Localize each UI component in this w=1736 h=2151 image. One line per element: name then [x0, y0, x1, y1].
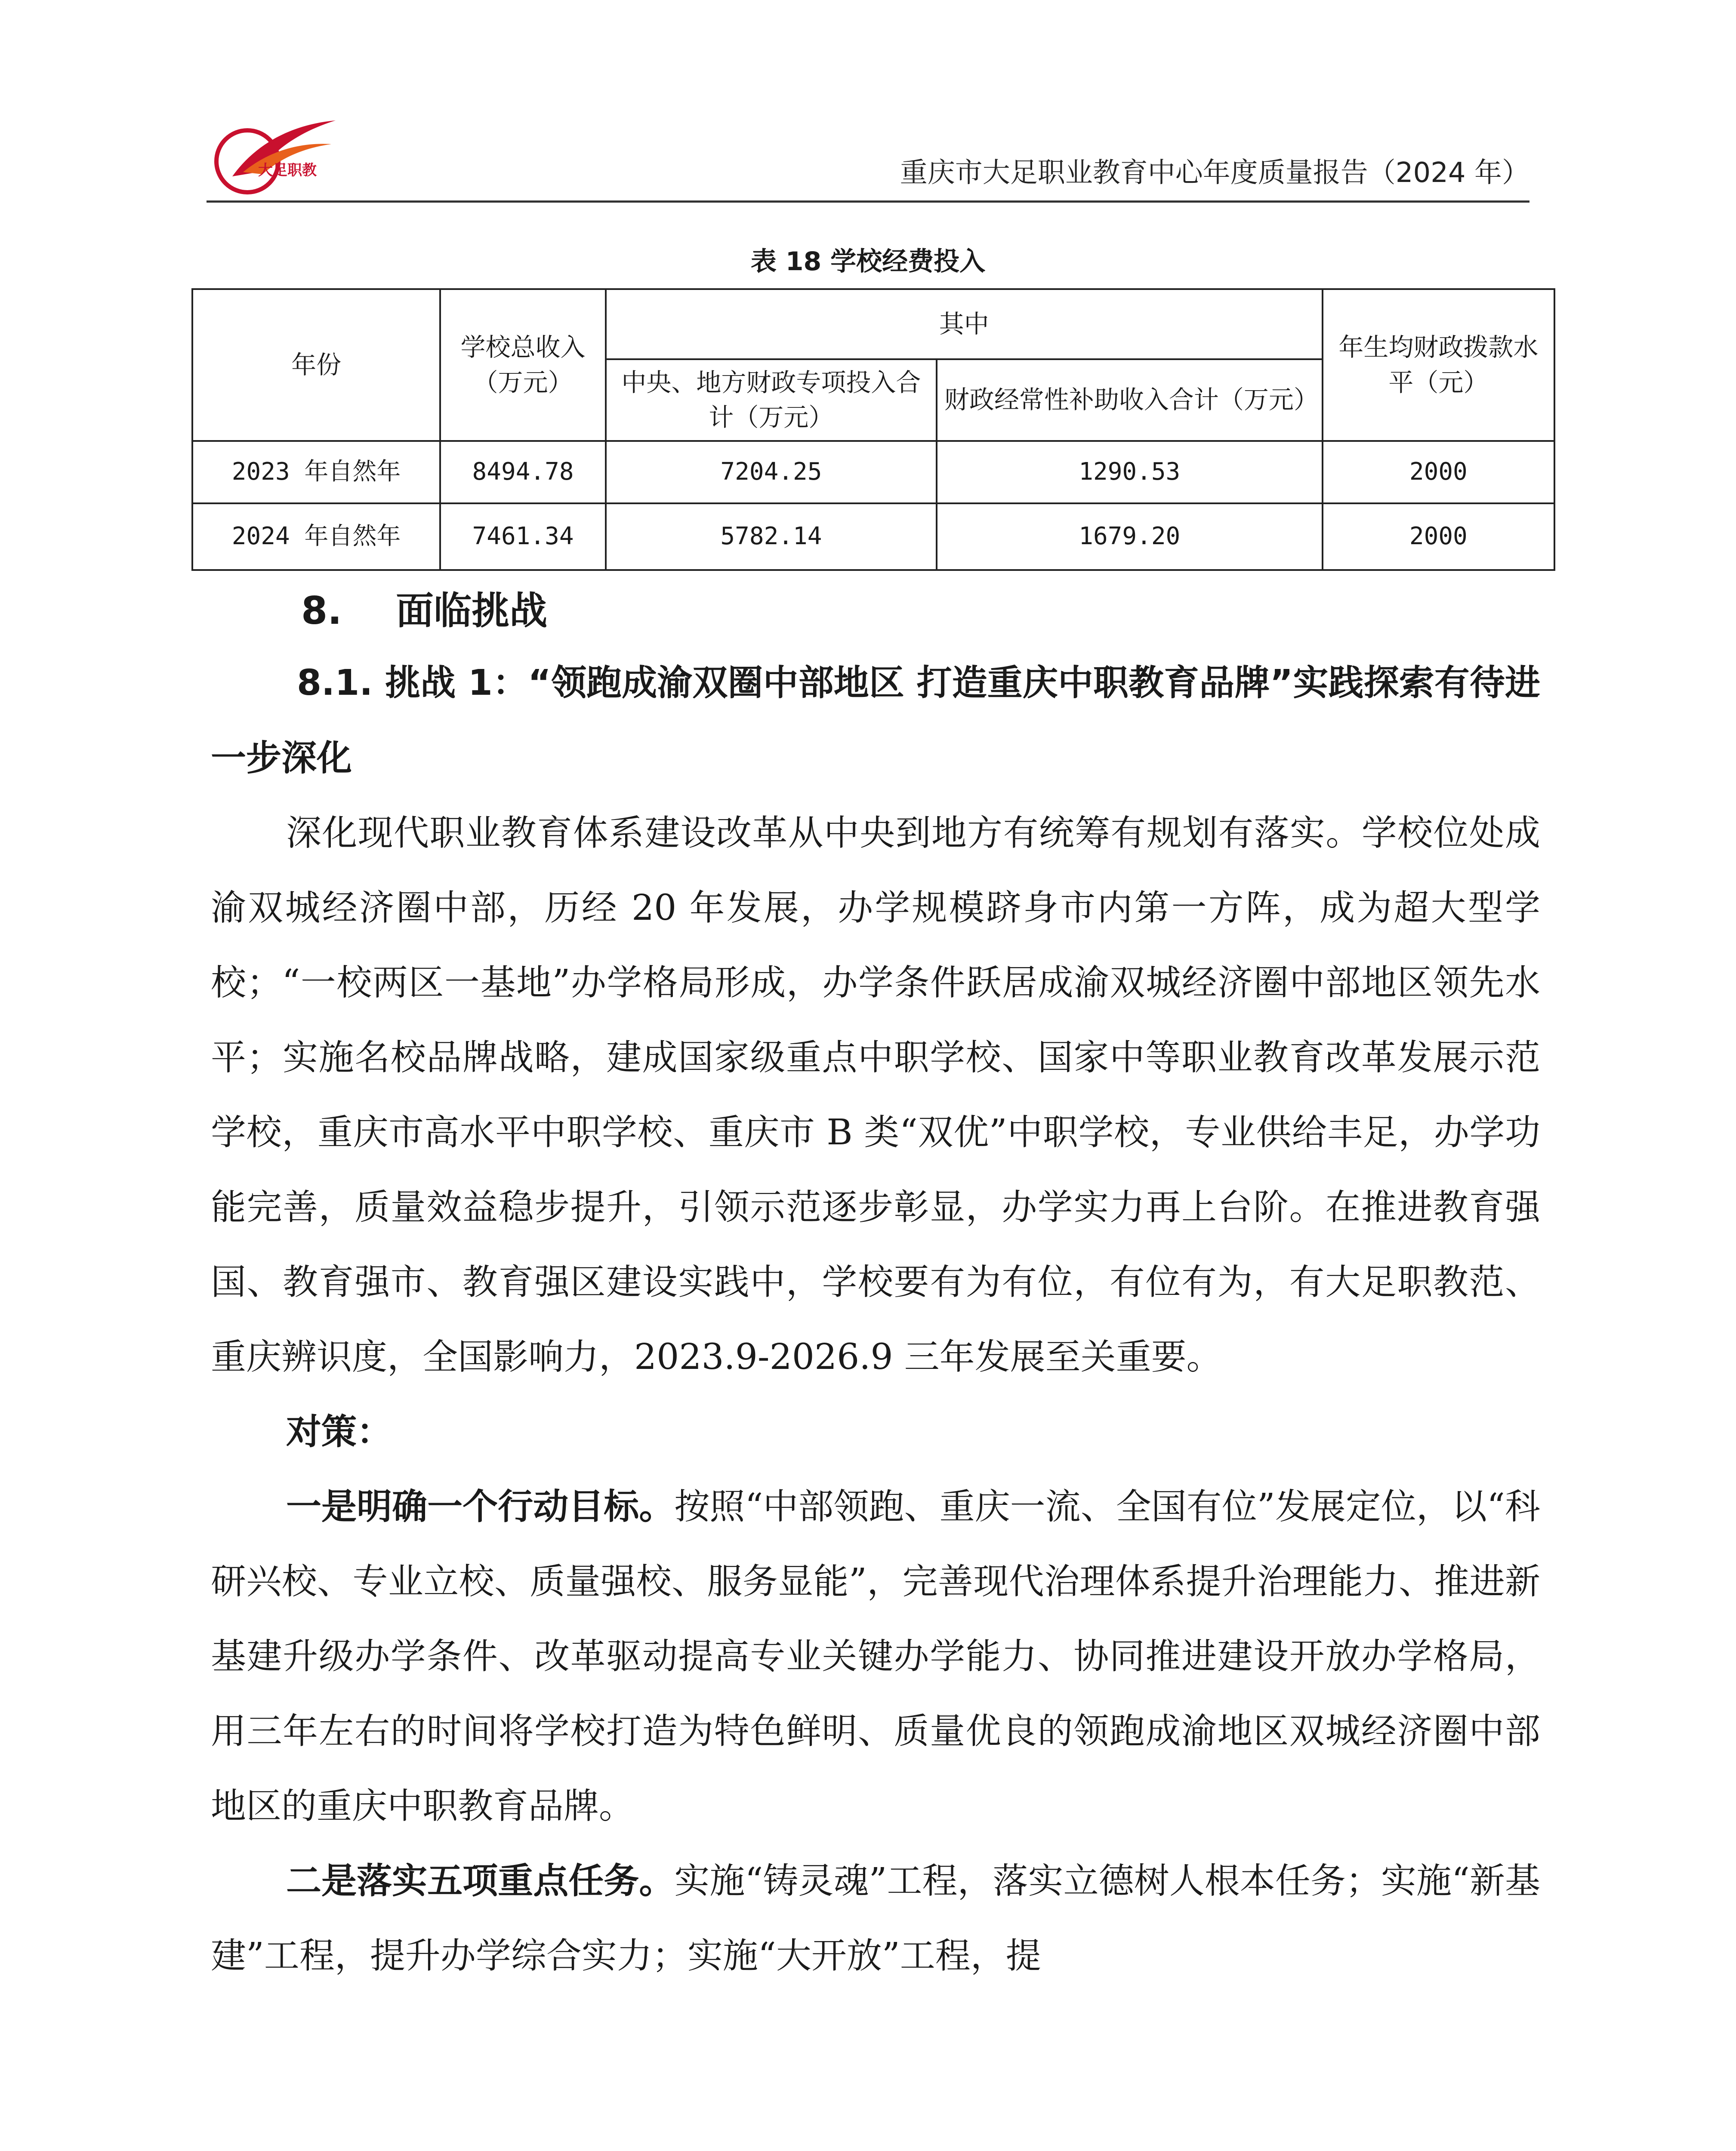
logo-text: 大足职教	[258, 162, 317, 179]
paragraph-tasks	[211, 1844, 1540, 1994]
table-caption: 表 18 学校经费投入	[750, 247, 986, 277]
header-divider	[207, 200, 1529, 203]
cell-special: 5782.14	[606, 503, 937, 570]
report-header-title: 重庆市大足职业教育中心年度质量报告（2024 年）	[900, 157, 1529, 189]
paragraph-goal	[211, 1470, 1540, 1844]
subsection-heading: 8.1. 挑战 1：“领跑成渝双圈中部地区 打造重庆中职教育品牌”实践探索有待进一步深化	[211, 663, 1540, 779]
header-total-income: 学校总收入（万元）	[440, 289, 606, 441]
header-subsidy: 财政经常性补助收入合计（万元）	[937, 359, 1323, 441]
paragraph-tasks-lead: 二是落实五项重点任务。	[286, 1861, 675, 1901]
header-group: 其中	[606, 289, 1323, 359]
section-heading	[211, 576, 1540, 645]
cell-per-student: 2000	[1323, 441, 1554, 503]
cell-special: 7204.25	[606, 441, 937, 503]
countermeasures-label-text: 对策：	[286, 1411, 392, 1452]
header-year: 年份	[192, 289, 440, 441]
cell-subsidy: 1679.20	[937, 503, 1323, 570]
countermeasures-label	[211, 1395, 1540, 1470]
section-number: 8.	[301, 589, 342, 633]
school-logo	[207, 108, 348, 206]
cell-per-student: 2000	[1323, 503, 1554, 570]
cell-total: 8494.78	[440, 441, 606, 503]
page-content	[211, 576, 1540, 1994]
funding-table	[191, 288, 1555, 571]
header-special-funding: 中央、地方财政专项投入合计（万元）	[606, 359, 937, 441]
logo-emblem-icon	[207, 108, 348, 206]
paragraph-goal-text: 按照“中部领跑、重庆一流、全国有位”发展定位，以“科研兴校、专业立校、质量强校、服务显能”，完善现代治理体系提升治理能力、推进新基建升级办学条件、改革驱动提高专业关键办学能力、协同推进建设开放办学格局，用三年左右的时间将学校打造为特色鲜明、质量优良的领跑成渝地区双城经济圈中部地区的重庆中职教育品牌。	[211, 1486, 1540, 1827]
paragraph-goal-lead: 一是明确一个行动目标。	[286, 1486, 675, 1527]
header-per-student: 年生均财政拨款水平（元）	[1323, 289, 1554, 441]
paragraph-tasks-text: 实施“铸灵魂”工程，落实立德树人根本任务；实施“新基建”工程，提升办学综合实力；实施“大开放”工程，提	[211, 1861, 1540, 1976]
cell-year: 2024 年自然年	[192, 503, 440, 570]
table-header-row	[192, 289, 1554, 359]
cell-subsidy: 1290.53	[937, 441, 1323, 503]
cell-total: 7461.34	[440, 503, 606, 570]
table-row	[192, 503, 1554, 570]
paragraph-background: 深化现代职业教育体系建设改革从中央到地方有统筹有规划有落实。学校位处成渝双城经济圈中部，历经 20 年发展，办学规模跻身市内第一方阵，成为超大型学校；“一校两区一基地”办学格局形成，办学条件跃居成渝双城经济圈中部地区领先水平；实施名校品牌战略，建成国家级重点中职学校、国家中等职业教育改革发展示范学校，重庆市高水平中职学校、重庆市 B 类“双优”中职学校，专业供给丰足，办学功能完善，质量效益稳步提升，引领示范逐步彰显，办学实力再上台阶。在推进教育强国、教育强市、教育强区建设实践中，学校要有为有位，有位有为，有大足职教范、重庆辨识度，全国影响力，2023.9-2026.9 三年发展至关重要。	[211, 813, 1540, 1378]
section-title: 面临挑战	[396, 589, 548, 633]
cell-year: 2023 年自然年	[192, 441, 440, 503]
table-row	[192, 441, 1554, 503]
